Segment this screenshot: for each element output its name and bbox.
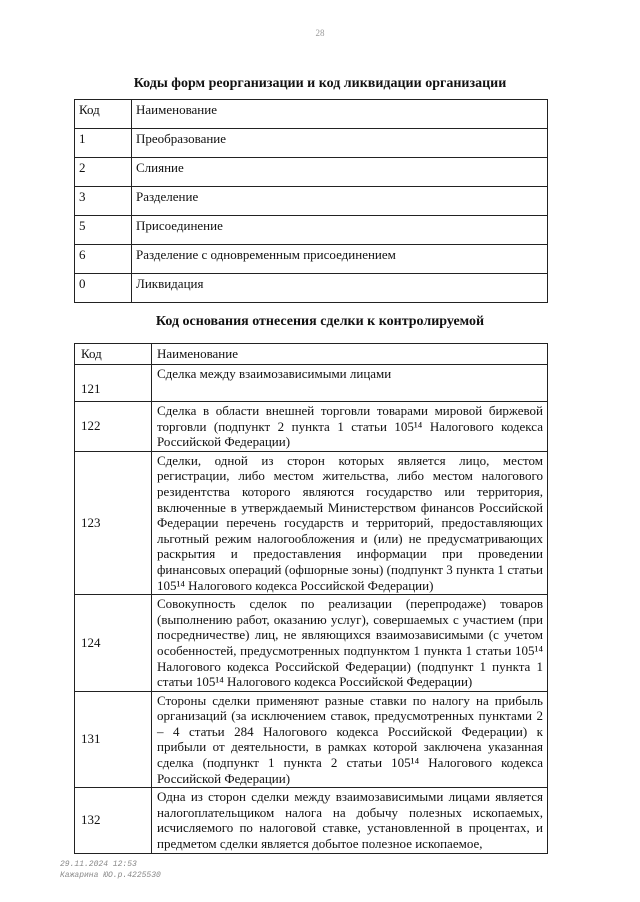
row-name: Стороны сделки применяют разные ставки по налогу на прибыль организаций (за исключением ставок, предусмотренных пунктами 2 – 4 статьи 284 Налогового кодекса Российской Федерации) к прибыли от деятельности, в рамках которой заключена указанная сделка (подпункт 1 пункта 2 статьи 105¹⁴ Налогового кодекса Российской Федерации) (152, 691, 548, 788)
row-code: 0 (75, 274, 132, 303)
row-name: Разделение (132, 187, 548, 216)
row-code: 124 (75, 595, 152, 692)
table-row (75, 187, 548, 216)
section-title-controlled-transaction: Код основания отнесения сделки к контролируемой (155, 314, 485, 329)
row-code: 131 (75, 691, 152, 788)
table-row (75, 158, 548, 187)
row-name: Преобразование (132, 129, 548, 158)
table-row (75, 788, 548, 853)
row-name: Сделка между взаимозависимыми лицами (152, 365, 548, 402)
table-row (75, 216, 548, 245)
row-code: 122 (75, 402, 152, 452)
row-code: 6 (75, 245, 132, 274)
table-row (75, 402, 548, 452)
table-row (75, 129, 548, 158)
row-name: Присоединение (132, 216, 548, 245)
table-header-row (75, 100, 548, 129)
page-number: 28 (315, 28, 325, 38)
column-header-name: Наименование (152, 344, 548, 365)
row-name: Сделка в области внешней торговли товарами мировой биржевой торговли (подпункт 2 пункта 1 статьи 105¹⁴ Налогового кодекса Российской Федерации) (152, 402, 548, 452)
table-row (75, 274, 548, 303)
row-code: 132 (75, 788, 152, 853)
row-code: 3 (75, 187, 132, 216)
row-name: Слияние (132, 158, 548, 187)
row-name: Разделение с одновременным присоединением (132, 245, 548, 274)
table-row (75, 245, 548, 274)
row-name: Одна из сторон сделки между взаимозависимыми лицами является налогоплательщиком налога на добычу полезных ископаемых, исчисляемого по налоговой ставке, установленной в процентах, и предметом сделки является добытое полезное ископаемое, (152, 788, 548, 853)
controlled-transaction-codes-table (74, 343, 548, 854)
table-row (75, 451, 548, 594)
row-name: Ликвидация (132, 274, 548, 303)
table-row (75, 595, 548, 692)
document-stamp-signer: Кажарина ЮО.р.4225530 (60, 871, 161, 880)
row-code: 123 (75, 451, 152, 594)
table-header-row (75, 344, 548, 365)
column-header-code: Код (75, 344, 152, 365)
section-title-reorganization: Коды форм реорганизации и код ликвидации организации (133, 76, 507, 91)
row-code: 1 (75, 129, 132, 158)
reorganization-codes-table (74, 99, 548, 303)
table-row (75, 691, 548, 788)
row-code: 5 (75, 216, 132, 245)
column-header-code: Код (75, 100, 132, 129)
row-code: 2 (75, 158, 132, 187)
table-row (75, 365, 548, 402)
row-code: 121 (75, 365, 152, 402)
document-stamp-date: 29.11.2024 12:53 (60, 860, 137, 869)
row-name: Совокупность сделок по реализации (перепродаже) товаров (выполнению работ, оказанию услуг), совершаемых с участием (при посредничестве) лиц, не являющихся взаимозависимыми (с учетом особенностей, предусмотренных подпунктом 1 пункта 1 статьи 105¹⁴ Налогового кодекса Российской Федерации) (подпункт 1 пункта 1 статьи 105¹⁴ Налогового кодекса Российской Федерации) (152, 595, 548, 692)
column-header-name: Наименование (132, 100, 548, 129)
row-name: Сделки, одной из сторон которых является лицо, местом регистрации, либо местом жительства, либо местом налогового резидентства которого являются государство или территория, включенные в утверждаемый Министерством финансов Российской Федерации перечень государств и территорий, предоставляющих льготный режим налогообложения и (или) не предусматривающих раскрытия и предоставления информации при проведении финансовых операций (офшорные зоны) (подпункт 3 пункта 1 статьи 105¹⁴ Налогового кодекса Российской Федерации) (152, 451, 548, 594)
